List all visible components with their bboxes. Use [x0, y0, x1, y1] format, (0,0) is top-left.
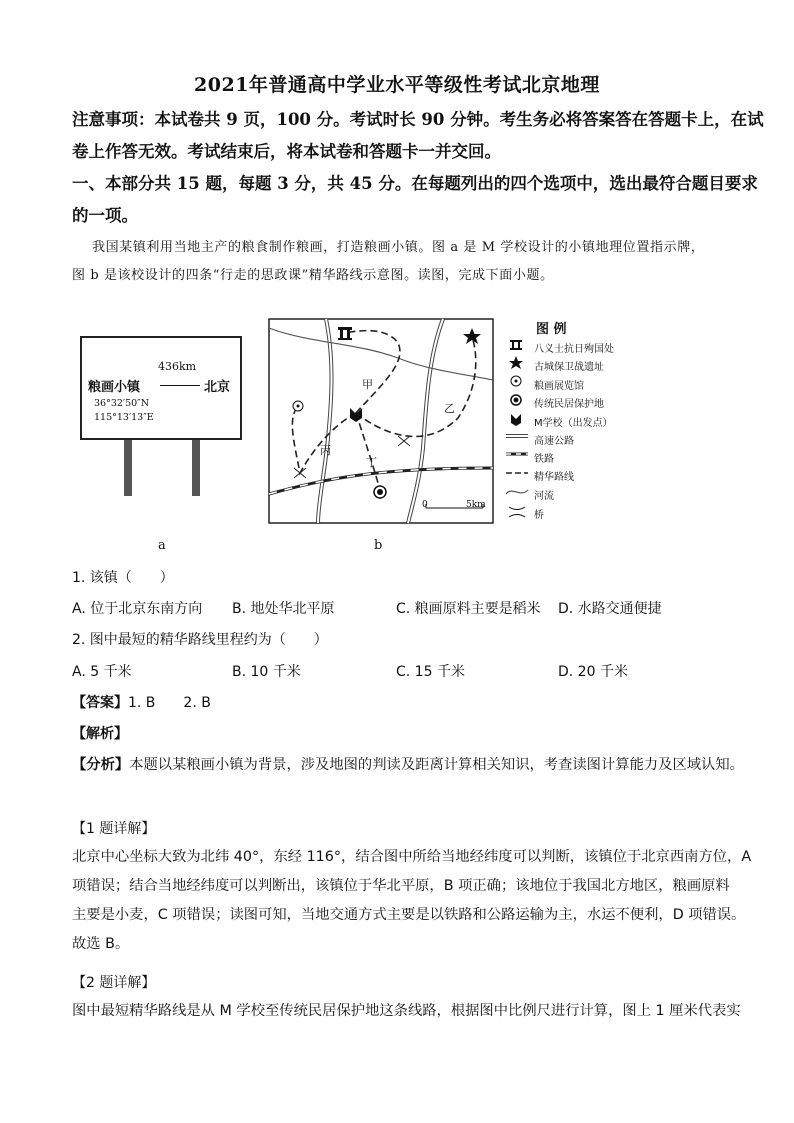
q1-option-a: A. 位于北京东南方向: [72, 601, 203, 617]
q1-option-c: C. 粮画原料主要是稻米: [396, 601, 541, 617]
q2-option-c: C. 15 千米: [396, 664, 465, 680]
notice-line-2: 卷上作答无效。考试结束后，将本试卷和答题卡一并交回。: [72, 142, 501, 161]
residence-marker: [374, 486, 386, 498]
fenxi-text: 本题以某粮画小镇为背景，涉及地图的判读及距离计算相关知识，考查读图计算能力及区域认知。: [129, 757, 744, 773]
detail1-line: 故选 B。: [72, 936, 130, 952]
signpost-leg-left: [124, 440, 132, 496]
sign-longitude: 115°13′13″E: [94, 412, 154, 423]
detail1-line: 项错误；结合当地经纬度可以判断出，该镇位于华北平原，B 项正确；该地位于我国北方地区，粮画原料: [72, 878, 730, 894]
legend-label-3: 传统民居保护地: [534, 399, 604, 410]
detail2-line: 图中最短精华路线是从 M 学校至传统民居保护地这条线路，根据图中比例尺进行计算，图上 1 厘米代表实: [72, 1003, 741, 1019]
detail2-label: 【2 题详解】: [72, 975, 156, 991]
label-bing: 丙: [320, 444, 331, 457]
answer-text: 1. B 2. B: [128, 695, 211, 711]
label-ding: 丁: [366, 456, 377, 469]
legend-label-7: 精华路线: [534, 472, 574, 483]
fenxi-label: 【分析】: [72, 757, 130, 773]
legend-label-4: M学校（出发点）: [534, 418, 613, 429]
legend-label-6: 铁路: [534, 454, 554, 465]
legend-star-icon: [509, 356, 523, 369]
scale-zero: 0: [422, 500, 428, 510]
legend-title: 图 例: [536, 322, 567, 337]
signpost-board: [80, 336, 242, 440]
q1-stem: 1. 该镇（ ）: [72, 570, 174, 586]
legend-bridge-icon: [509, 507, 525, 517]
sign-arrow-line: [160, 385, 200, 386]
sign-city: 北京: [204, 380, 231, 395]
q1-option-d: D. 水路交通便捷: [558, 601, 662, 617]
sign-distance: 436km: [158, 360, 197, 373]
sign-latitude: 36°32′50″N: [94, 398, 150, 409]
q2-option-a: A. 5 千米: [72, 664, 132, 680]
legend-label-1: 古城保卫战遗址: [534, 362, 604, 373]
legend-label-0: 八义士抗日殉国处: [534, 344, 614, 355]
figure-a-caption: a: [158, 538, 166, 553]
legend-label-5: 高速公路: [534, 436, 574, 447]
scale-five: 5km: [466, 500, 486, 510]
detail1-body: [72, 843, 752, 959]
legend-museum-icon: [511, 376, 521, 386]
legend-memorial-icon: [510, 340, 522, 350]
q2-option-d: D. 20 千米: [558, 664, 628, 680]
legend-icons: [506, 336, 530, 522]
intro-line-2: 图 b 是该校设计的四条“行走的思政课”精华路线示意图。读图，完成下面小题。: [72, 268, 554, 283]
detail1-line: 主要是小麦，C 项错误；读图可知，当地交通方式主要是以铁路和公路运输为主，水运不便利，D 项错误。: [72, 907, 746, 923]
answer-row: [72, 692, 211, 712]
signpost-leg-right: [192, 440, 200, 496]
detail1-line: 北京中心坐标大致为北纬 40°，东经 116°，结合图中所给当地经纬度可以判断，该镇位于北京西南方位，A: [72, 849, 752, 865]
answer-label: 【答案】: [72, 695, 128, 711]
legend-river-icon: [506, 490, 528, 494]
q2-option-b: B. 10 千米: [232, 664, 301, 680]
q2-stem: 2. 图中最短的精华路线里程约为（ ）: [72, 632, 328, 648]
label-jia: 甲: [362, 378, 373, 391]
analysis-label: 【解析】: [72, 726, 128, 742]
detail2-body: [72, 997, 741, 1026]
route-map: [268, 318, 494, 524]
intro-line-1: 我国某镇利用当地主产的粮食制作粮画，打造粮画小镇。图 a 是 M 学校设计的小镇地理位置指示牌，: [92, 240, 705, 255]
legend-label-9: 桥: [534, 510, 544, 521]
sign-town: 粮画小镇: [88, 380, 141, 395]
figure-b-caption: b: [374, 538, 383, 553]
legend-residence-icon: [511, 395, 521, 405]
notice-line-1: 注意事项：本试卷共 9 页，100 分。考试时长 90 分钟。考生务必将答案答在答题卡上，在试: [72, 110, 764, 129]
label-yi: 乙: [444, 402, 455, 415]
q1-option-b: B. 地处华北平原: [232, 601, 335, 617]
museum-marker: [293, 401, 303, 411]
legend-label-8: 河流: [534, 491, 554, 502]
detail1-label: 【1 题详解】: [72, 821, 156, 837]
fenxi-row: [72, 754, 744, 774]
legend-school-icon: [511, 414, 521, 426]
legend-label-2: 粮画展览馆: [534, 381, 584, 392]
section-line-2: 的一项。: [72, 206, 138, 225]
section-line-1: 一、本部分共 15 题，每题 3 分，共 45 分。在每题列出的四个选项中，选出最符合题目要求: [72, 174, 758, 193]
page-title: 2021年普通高中学业水平等级性考试北京地理: [194, 74, 600, 96]
